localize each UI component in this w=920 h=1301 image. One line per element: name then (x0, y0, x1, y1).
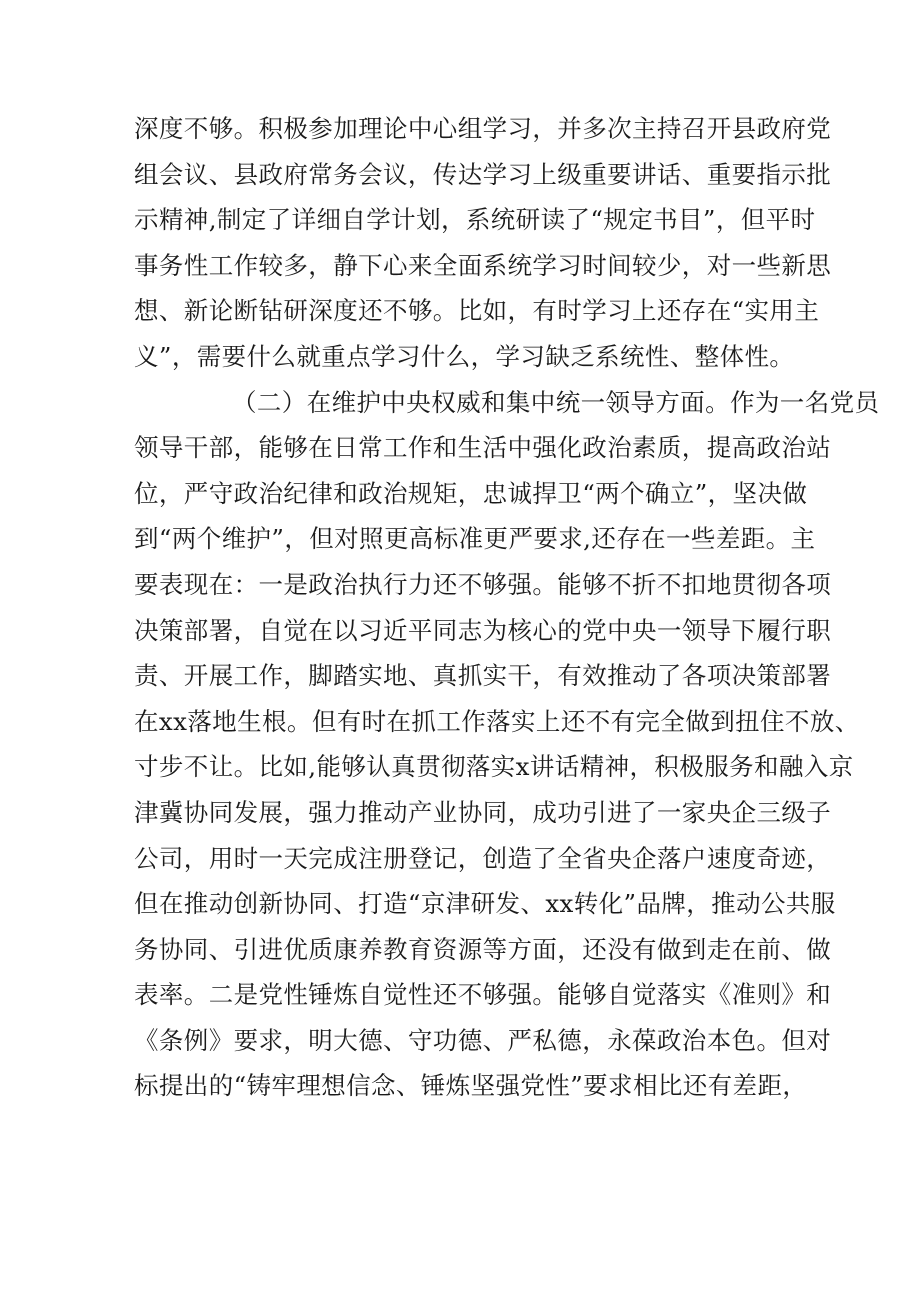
text-line: 《条例》要求，明大德、守功德、严私德，永葆政治本色。但对 (134, 1025, 832, 1055)
text-line: 义”，需要什么就重点学习什么，学习缺乏系统性、整体性。 (134, 341, 795, 371)
text-line: 要表现在：一是政治执行力还不够强。能够不折不扣地贯彻各项 (134, 569, 832, 599)
text-line: 决策部署，自觉在以习近平同志为核心的党中央一领导下履行职 (134, 615, 832, 645)
text-line: 领导干部，能够在日常工作和生活中强化政治素质，提高政治站 (134, 433, 832, 463)
text-line: 到“两个维护”，但对照更高标准更严要求,还存在一些差距。主 (134, 524, 816, 554)
text-line: 表率。二是党性锤炼自觉性还不够强。能够自觉落实《准则》和 (134, 980, 832, 1010)
section-heading-line: （二）在维护中央权威和集中统一领导方面。作为一名党员 (232, 387, 880, 417)
text-line: 责、开展工作，脚踏实地、真抓实干，有效推动了各项决策部署 (134, 661, 832, 691)
text-line: 位，严守政治纪律和政治规矩，忠诚捍卫“两个确立”，坚决做 (134, 478, 808, 508)
text-line: 在xx落地生根。但有时在抓工作落实上还不有完全做到扭住不放、 (134, 706, 860, 736)
text-line: 公司，用时一天完成注册登记，创造了全省央企落户速度奇迹， (134, 843, 832, 873)
text-line: 寸步不让。比如,能够认真贯彻落实x讲话精神，积极服务和融入京 (134, 752, 854, 782)
text-line: 但在推动创新协同、打造“京津研发、xx转化”品牌，推动公共服 (134, 889, 836, 919)
text-line: 示精神,制定了详细自学计划，系统研读了“规定书目”，但平时 (134, 205, 816, 235)
text-line: 标提出的“铸牢理想信念、锤炼坚强党性”要求相比还有差距， (134, 1071, 808, 1101)
body-text (134, 106, 880, 1109)
text-line: 务协同、引进优质康养教育资源等方面，还没有做到走在前、做 (134, 934, 832, 964)
text-line: 想、新论断钻研深度还不够。比如，有时学习上还存在“实用主 (134, 296, 820, 326)
text-line: 津冀协同发展，强力推动产业协同，成功引进了一家央企三级子 (134, 797, 832, 827)
text-line: 事务性工作较多，静下心来全面系统学习时间较少，对一些新思 (134, 250, 832, 280)
text-line: 深度不够。积极参加理论中心组学习，并多次主持召开县政府党 (134, 114, 832, 143)
text-line: 组会议、县政府常务会议，传达学习上级重要讲话、重要指示批 (134, 159, 832, 189)
